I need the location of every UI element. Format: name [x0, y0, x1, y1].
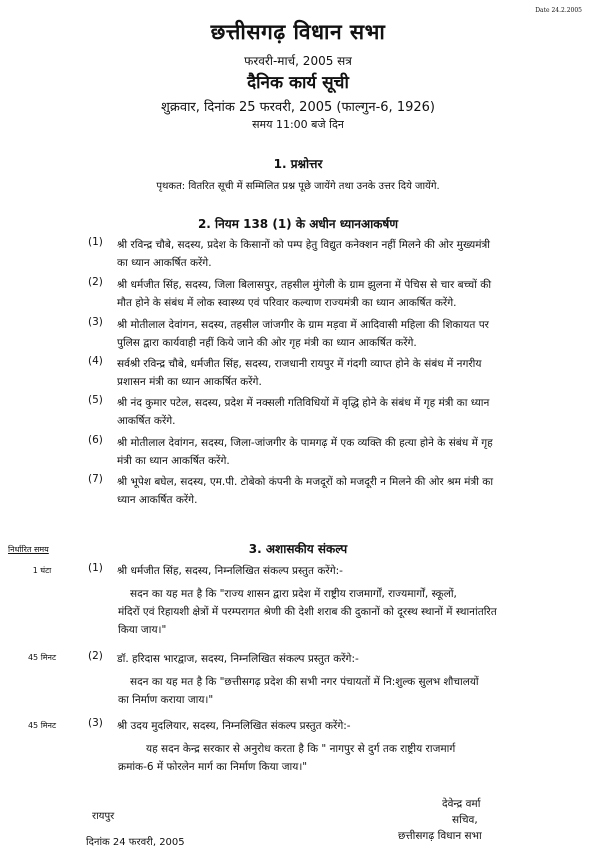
- issue-date: दिनांक 24 फरवरी, 2005: [86, 837, 185, 848]
- resolution-text: [118, 585, 566, 639]
- item-line: श्री मोतीलाल देवांगन, सदस्य, तहसील जांजगीर के ग्राम मड़वा में आदिवासी महिला की शिकायत पर: [117, 319, 489, 331]
- sitting-date: शुक्रवार, दिनांक 25 फरवरी, 2005 (फाल्गुन-6, 1926): [161, 100, 435, 115]
- allotted-time: 45 मिनट: [27, 653, 57, 662]
- list-item: [117, 276, 557, 312]
- place: रायपुर: [92, 811, 115, 822]
- item-line: का ध्यान आकर्षित करेंगे.: [117, 257, 212, 269]
- item-line: पुलिस द्वारा कार्यवाही नहीं किये जाने की ओर गृह मंत्री का ध्यान आकर्षित करेंगे.: [117, 337, 417, 349]
- item-number: (3): [88, 717, 103, 729]
- signatory-org: छत्तीसगढ़ विधान सभा: [398, 830, 482, 842]
- item-line: आकर्षित करेंगे.: [117, 415, 176, 427]
- section-heading-calling-attention: 2. नियम 138 (1) के अधीन ध्यानआकर्षण: [197, 217, 399, 231]
- resolution-line: यह सदन केन्द्र सरकार से अनुरोध करता है कि " नागपुर से दुर्ग तक राष्ट्रीय राजमार्ग: [146, 743, 456, 755]
- item-number: (2): [88, 650, 103, 662]
- item-line: ध्यान आकर्षित करेंगे.: [117, 494, 198, 506]
- resolution-line: सदन का यह मत है कि "छत्तीसगढ़ प्रदेश की सभी नगर पंचायतों में नि:शुल्क सुलभ शौचालयों: [130, 676, 479, 688]
- resolution-line: का निर्माण कराया जाय।": [118, 694, 214, 706]
- session-label: फरवरी-मार्च, 2005 सत्र: [244, 54, 352, 68]
- resolution-line: किया जाय।": [118, 624, 167, 636]
- list-item: [117, 473, 557, 509]
- item-line: प्रशासन मंत्री का ध्यान आकर्षित करेंगे.: [117, 376, 262, 388]
- list-item: [117, 236, 557, 272]
- signatory-name: देवेन्द्र वर्मा: [442, 798, 481, 810]
- resolution-text: [118, 673, 566, 709]
- section-heading-resolutions: 3. अशासकीय संकल्प: [248, 542, 348, 556]
- item-number: (1): [88, 236, 103, 248]
- item-number: (2): [88, 276, 103, 288]
- list-item: [117, 394, 557, 430]
- date-stamp: Date 24.2.2005: [535, 7, 582, 14]
- list-item: [117, 355, 557, 391]
- item-line: मौत होने के संबंध में लोक स्वास्थ्य एवं परिवार कल्याण राज्यमंत्री का ध्यान आकर्षित करेंगे.: [117, 297, 457, 309]
- section-heading-questions: 1. प्रश्नोत्तर: [273, 157, 323, 171]
- resolution-line: सदन का यह मत है कि "राज्य शासन द्वारा प्रदेश में राष्ट्रीय राजमार्गों, राज्यमार्गों, स्कूलों,: [130, 588, 457, 600]
- item-line: श्री धर्मजीत सिंह, सदस्य, जिला बिलासपुर, तहसील मुंगेली के ग्राम झुलना में पेचिस से चार बच्चों की: [117, 279, 492, 291]
- resolution-mover: श्री धर्मजीत सिंह, सदस्य, निम्नलिखित संकल्प प्रस्तुत करेंगे:-: [117, 565, 343, 577]
- questions-note: पृथकत: वितरित सूची में सम्मिलित प्रश्न पूछे जायेंगे तथा उनके उत्तर दिये जायेंगे.: [156, 181, 440, 192]
- item-line: मंत्री का ध्यान आकर्षित करेंगे.: [117, 455, 230, 467]
- item-number: (7): [88, 473, 103, 485]
- resolution-mover: श्री उदय मुदलियार, सदस्य, निम्नलिखित संकल्प प्रस्तुत करेंगे:-: [117, 720, 351, 732]
- item-line: श्री नंद कुमार पटेल, सदस्य, प्रदेश में नक्सली गतिविधियों में वृद्धि होने के संबंध में गृह मंत्री का ध्यान: [117, 397, 490, 409]
- item-line: श्री भूपेश बघेल, सदस्य, एम.पी. टोबेको कंपनी के मजदूरों को मजदूरी न मिलने की ओर श्रम मंत्री का: [117, 476, 494, 488]
- item-number: (4): [88, 355, 103, 367]
- allotted-time: 1 घंटा: [32, 566, 52, 575]
- item-number: (1): [88, 562, 103, 574]
- item-number: (5): [88, 394, 103, 406]
- sitting-time: समय 11:00 बजे दिन: [252, 118, 344, 131]
- list-item: [117, 316, 557, 352]
- item-number: (6): [88, 434, 103, 446]
- item-line: सर्वश्री रविन्द्र चौबे, धर्मजीत सिंह, सदस्य, राजधानी रायपुर में गंदगी व्याप्त होने के संबंध में नगरीय: [117, 358, 482, 370]
- resolution-mover: डॉ. हरिदास भारद्वाज, सदस्य, निम्नलिखित संकल्प प्रस्तुत करेंगे:-: [117, 653, 359, 665]
- allotted-time: 45 मिनट: [27, 721, 57, 730]
- item-line: श्री रविन्द्र चौबे, सदस्य, प्रदेश के किसानों को पम्प हेतु विद्युत कनेक्शन नहीं मिलने की ओर मुख्यमंत्री: [117, 239, 490, 251]
- item-line: श्री मोतीलाल देवांगन, सदस्य, जिला-जांजगीर के पामगढ़ में एक व्यक्ति की हत्या होने के संबंध में गृह: [117, 437, 493, 449]
- resolution-line: मंदिरों एवं रिहायशी क्षेत्रों में परम्परागत श्रेणी की देशी शराब की दुकानों को दूरस्थ स्थानों में स्थानांतरित: [118, 606, 497, 618]
- document-title: छत्तीसगढ़ विधान सभा: [210, 20, 386, 44]
- resolution-line: क्रमांक-6 में फोरलेन मार्ग का निर्माण किया जाय।": [118, 761, 308, 773]
- resolution-text: [118, 740, 566, 776]
- list-item: [117, 434, 557, 470]
- item-number: (3): [88, 316, 103, 328]
- allotted-time-header: निर्धारित समय: [8, 545, 49, 554]
- document-subtitle: दैनिक कार्य सूची: [247, 73, 349, 93]
- signatory-role: सचिव,: [452, 814, 478, 826]
